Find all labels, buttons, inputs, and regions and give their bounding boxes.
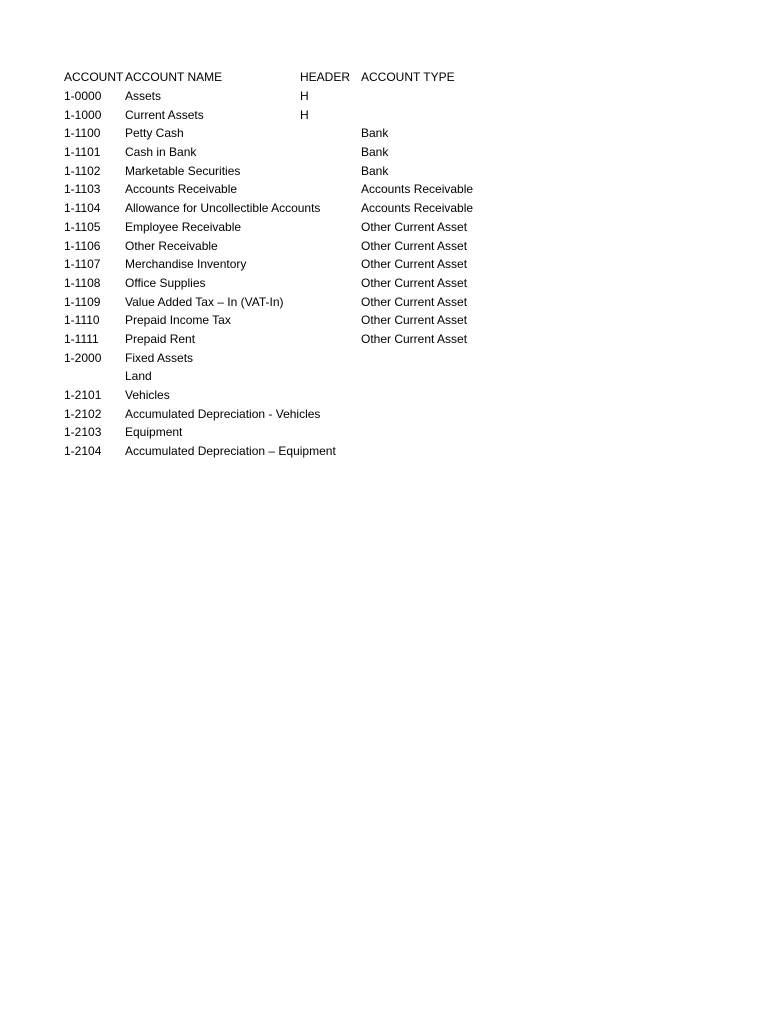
table-row [64,236,524,255]
table-row [64,442,524,461]
table-row [64,105,524,124]
account-type-cell: Other Current Asset [361,238,468,253]
account-name-cell: Accounts Receivable [125,182,238,197]
account-number-cell: 1-1105 [64,219,101,234]
account-number-cell: 1-1102 [64,163,101,178]
table-row [64,255,524,274]
account-name-cell: Equipment [125,425,183,440]
account-number-cell: 1-1100 [64,126,101,141]
table-row [64,423,524,442]
account-number-cell: 1-0000 [64,89,102,104]
table-row [64,348,524,367]
account-type-cell: Other Current Asset [361,275,468,290]
account-number-cell: 1-1110 [64,313,100,328]
table-row [64,161,524,180]
account-number-cell: 1-1000 [64,107,102,122]
account-name-cell: Allowance for Uncollectible Accounts [125,201,321,216]
account-type-cell: Bank [361,145,389,160]
account-name-cell: Land [125,369,152,384]
account-name-cell: Value Added Tax – In (VAT-In) [125,294,284,309]
account-number-cell: 1-2101 [64,388,102,403]
account-name-cell: Prepaid Income Tax [125,313,231,328]
account-number-cell: 1-2104 [64,444,102,459]
account-type-cell: Other Current Asset [361,294,468,309]
account-number-cell: 1-1107 [64,257,101,272]
account-name-cell: Cash in Bank [125,145,197,160]
table-row [64,330,524,349]
account-type-cell: Accounts Receivable [361,182,474,197]
account-type-cell: Other Current Asset [361,331,468,346]
account-number-cell: 1-1103 [64,182,101,197]
account-name-cell: Merchandise Inventory [125,257,247,272]
table-row [64,386,524,405]
account-number-cell: 1-1101 [64,145,101,160]
header-flag-cell: H [300,89,309,104]
account-number-cell: 1-1108 [64,275,101,290]
account-type-cell: Bank [361,126,389,141]
account-name-cell: Assets [125,89,162,104]
account-name-cell: Accumulated Depreciation – Equipment [125,444,336,459]
account-number-cell: 1-2000 [64,350,102,365]
account-name-cell: Current Assets [125,107,204,122]
account-number-cell: 1-1106 [64,238,101,253]
account-number-cell: 1-2103 [64,425,102,440]
account-name-cell: Marketable Securities [125,163,241,178]
account-number-cell: 1-1104 [64,201,101,216]
account-name-cell: Accumulated Depreciation - Vehicles [125,406,321,421]
column-header-header: HEADER [300,70,351,85]
account-name-cell: Employee Receivable [125,219,242,234]
account-type-cell: Other Current Asset [361,313,468,328]
account-name-cell: Other Receivable [125,238,218,253]
table-row [64,199,524,218]
header-flag-cell: H [300,107,309,122]
chart-of-accounts-table [64,68,524,460]
account-type-cell: Other Current Asset [361,219,468,234]
account-type-cell: Other Current Asset [361,257,468,272]
account-name-cell: Office Supplies [125,275,206,290]
account-name-cell: Vehicles [125,388,170,403]
column-header-account-type: ACCOUNT TYPE [361,70,455,85]
table-row [64,218,524,237]
account-name-cell: Prepaid Rent [125,331,196,346]
table-row [64,143,524,162]
table-row [64,87,524,106]
table-row [64,311,524,330]
column-header-account: ACCOUNT [64,70,124,85]
account-number-cell: 1-1111 [64,331,99,346]
account-name-cell: Fixed Assets [125,350,194,365]
header-row [64,68,524,87]
table-row [64,367,524,386]
table-row [64,274,524,293]
account-type-cell: Accounts Receivable [361,201,474,216]
column-header-account-name: ACCOUNT NAME [125,70,223,85]
account-type-cell: Bank [361,163,389,178]
account-name-cell: Petty Cash [125,126,184,141]
table-row [64,404,524,423]
account-number-cell: 1-2102 [64,406,102,421]
table-row [64,292,524,311]
table-row [64,180,524,199]
table-body [64,87,524,461]
table-row [64,124,524,143]
account-number-cell: 1-1109 [64,294,101,309]
